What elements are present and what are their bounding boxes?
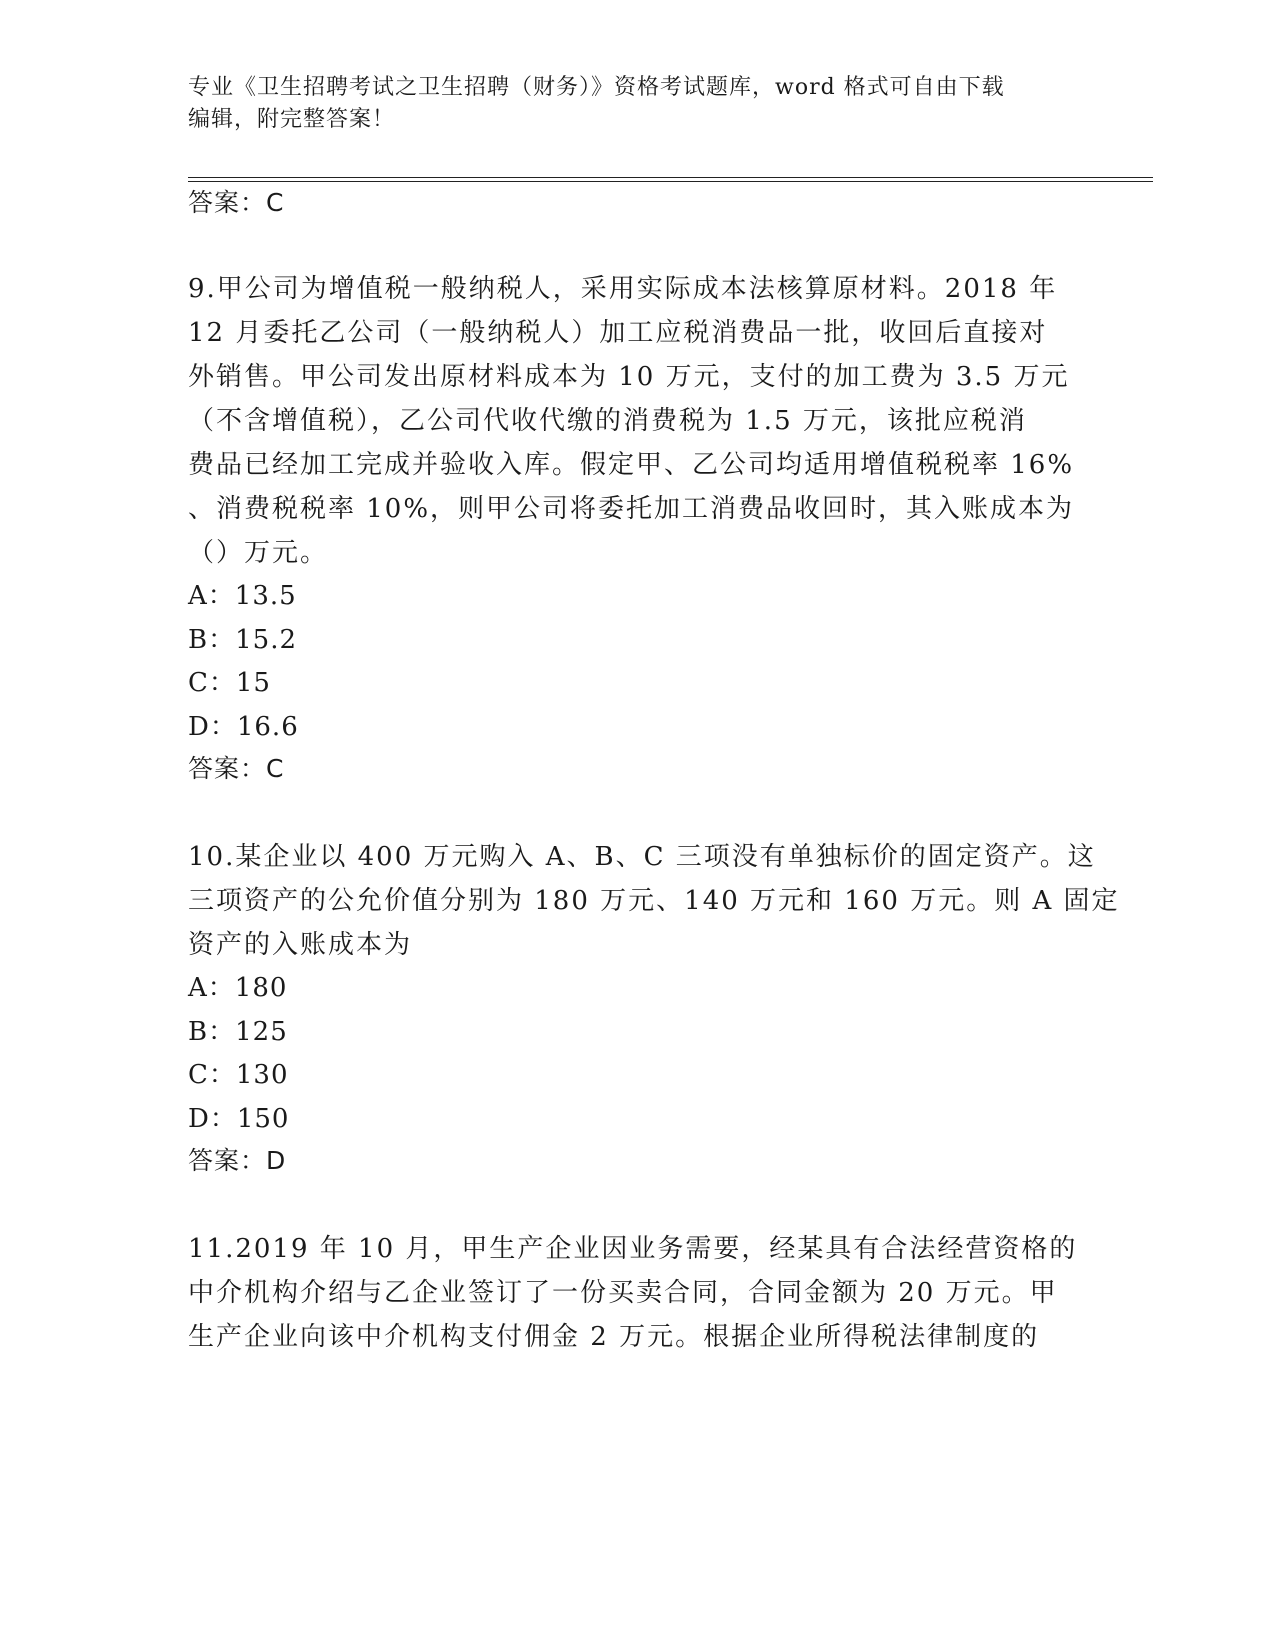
header-line-2: 编辑，附完整答案！ [188, 107, 396, 132]
question-text-line: （）万元。 [188, 538, 329, 568]
question-text-line: 费品已经加工完成并验收入库。假定甲、乙公司均适用增值税税率 16% [188, 450, 1075, 480]
question-text-line: （不含增值税），乙公司代收代缴的消费税为 1.5 万元，该批应税消 [188, 406, 1027, 436]
option-c: C：15 [188, 668, 271, 698]
option-b: B：15.2 [188, 625, 297, 655]
question-text-line: 中介机构介绍与乙企业签订了一份买卖合同，合同金额为 20 万元。甲 [188, 1278, 1058, 1308]
page-header [188, 72, 1068, 136]
option-c: C：130 [188, 1060, 289, 1090]
header-divider-top [188, 177, 1153, 178]
question-text-line: 资产的入账成本为 [188, 930, 413, 960]
answer-line: 答案：D [188, 1146, 287, 1175]
question-text-line: 12 月委托乙公司（一般纳税人）加工应税消费品一批，收回后直接对 [188, 318, 1048, 348]
question-text-line: 、消费税税率 10%，则甲公司将委托加工消费品收回时，其入账成本为 [188, 494, 1075, 524]
header-divider-bottom [188, 181, 1153, 182]
question-text-line: 生产企业向该中介机构支付佣金 2 万元。根据企业所得税法律制度的 [188, 1322, 1040, 1352]
option-a: A：13.5 [188, 581, 297, 611]
answer-line: 答案：C [188, 754, 285, 783]
answer-line: 答案：C [188, 188, 285, 217]
question-text-line: 10.某企业以 400 万元购入 A、B、C 三项没有单独标价的固定资产。这 [188, 842, 1096, 872]
option-b: B：125 [188, 1017, 288, 1047]
question-text-line: 11.2019 年 10 月，甲生产企业因业务需要，经某具有合法经营资格的 [188, 1234, 1078, 1264]
option-a: A：180 [188, 973, 288, 1003]
question-text-line: 外销售。甲公司发出原材料成本为 10 万元，支付的加工费为 3.5 万元 [188, 362, 1070, 392]
question-text-line: 三项资产的公允价值分别为 180 万元、140 万元和 160 万元。则 A 固定 [188, 886, 1120, 916]
question-text-line: 9.甲公司为增值税一般纳税人，采用实际成本法核算原材料。2018 年 [188, 274, 1058, 304]
option-d: D：16.6 [188, 712, 299, 742]
option-d: D：150 [188, 1104, 290, 1134]
header-line-1: 专业《卫生招聘考试之卫生招聘（财务）》资格考试题库，word 格式可自由下载 [188, 75, 1005, 100]
